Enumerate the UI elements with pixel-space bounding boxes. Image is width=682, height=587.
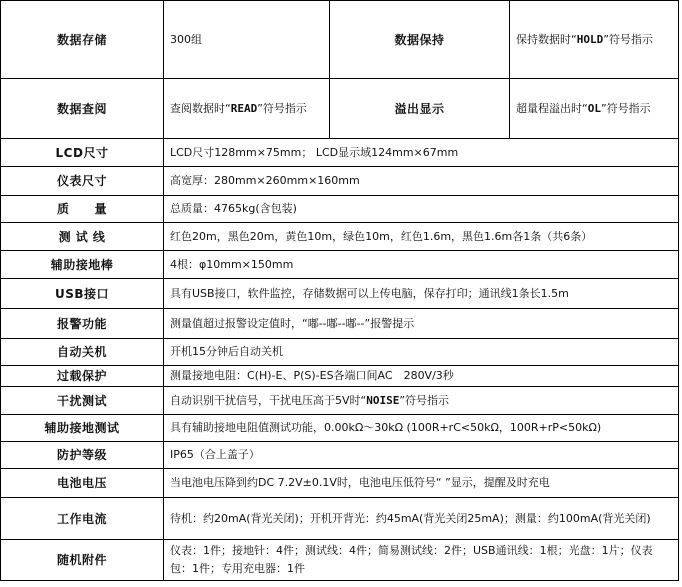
mass-label: 质 量 — [1, 196, 164, 223]
table-row — [1, 540, 679, 581]
table-row — [1, 139, 679, 167]
mass-value: 总质量：4765kg(含包装) — [164, 196, 679, 223]
table-row — [1, 498, 679, 540]
table-row — [1, 167, 679, 196]
auxtest-label: 辅助接地测试 — [1, 415, 164, 442]
leads-label: 测 试 线 — [1, 223, 164, 251]
table-row — [1, 415, 679, 442]
protection-value: IP65（合上盖子） — [164, 442, 679, 469]
usb-label: USB接口 — [1, 279, 164, 309]
overflow-label: 溢出显示 — [330, 79, 510, 139]
table-row — [1, 366, 679, 387]
noise-symbol: NOISE — [366, 393, 400, 407]
table-row — [1, 387, 679, 415]
table-row — [1, 279, 679, 309]
alarm-label: 报警功能 — [1, 309, 164, 339]
lcd-value: LCD尺寸128mm×75mm； LCD显示域124mm×67mm — [164, 139, 679, 167]
accessories-value: 仪表：1件；接地针：4件；测试线：4件；简易测试线：2件；USB通讯线：1根；光盘：1片；仪表包：1件；专用充电器：1件 — [164, 540, 679, 581]
battery-label: 电池电压 — [1, 469, 164, 498]
table-row — [1, 339, 679, 366]
size-value: 高宽厚：280mm×260mm×160mm — [164, 167, 679, 196]
storage-value: 300组 — [164, 1, 330, 79]
size-label: 仪表尺寸 — [1, 167, 164, 196]
current-value: 待机：约20mA(背光关闭)；开机开背光：约45mA(背光关闭25mA)；测量：约100mA(背光关闭) — [164, 498, 679, 540]
current-label: 工作电流 — [1, 498, 164, 540]
table-row — [1, 196, 679, 223]
read-value: 查阅数据时“READ”符号指示 — [164, 79, 330, 139]
battery-value: 当电池电压降到约DC 7.2V±0.1V时，电池电压低符号“ ”显示，提醒及时充电 — [164, 469, 679, 498]
autooff-value: 开机15分钟后自动关机 — [164, 339, 679, 366]
overflow-symbol: OL — [587, 101, 601, 115]
overflow-value: 超量程溢出时“OL”符号指示 — [510, 79, 679, 139]
alarm-value: 测量值超过报警设定值时，“嘟--嘟--嘟--”报警提示 — [164, 309, 679, 339]
rods-label: 辅助接地棒 — [1, 251, 164, 279]
table-row — [1, 251, 679, 279]
usb-value: 具有USB接口，软件监控，存储数据可以上传电脑，保存打印；通讯线1条长1.5m — [164, 279, 679, 309]
protection-label: 防护等级 — [1, 442, 164, 469]
table-row — [1, 442, 679, 469]
table-row — [1, 309, 679, 339]
auxtest-value: 具有辅助接地电阻值测试功能，0.00kΩ～30kΩ (100R+rC<50kΩ，100R+rP<50kΩ) — [164, 415, 679, 442]
interference-value: 自动识别干扰信号，干扰电压高于5V时“NOISE”符号指示 — [164, 387, 679, 415]
read-symbol: READ — [230, 101, 258, 115]
table-row — [1, 1, 679, 79]
overload-value: 测量接地电阻：C(H)-E、P(S)-ES各端口间AC 280V/3秒 — [164, 366, 679, 387]
accessories-label: 随机附件 — [1, 540, 164, 581]
leads-value: 红色20m，黑色20m，黄色10m，绿色10m，红色1.6m，黑色1.6m各1条（共6条） — [164, 223, 679, 251]
read-label: 数据查阅 — [1, 79, 164, 139]
table-row — [1, 223, 679, 251]
autooff-label: 自动关机 — [1, 339, 164, 366]
hold-value: 保持数据时“HOLD”符号指示 — [510, 1, 679, 79]
hold-label: 数据保持 — [330, 1, 510, 79]
storage-label: 数据存储 — [1, 1, 164, 79]
table-row — [1, 469, 679, 498]
lcd-label: LCD尺寸 — [1, 139, 164, 167]
overload-label: 过载保护 — [1, 366, 164, 387]
rods-value: 4根：φ10mm×150mm — [164, 251, 679, 279]
hold-symbol: HOLD — [576, 32, 604, 46]
interference-label: 干扰测试 — [1, 387, 164, 415]
table-row — [1, 79, 679, 139]
